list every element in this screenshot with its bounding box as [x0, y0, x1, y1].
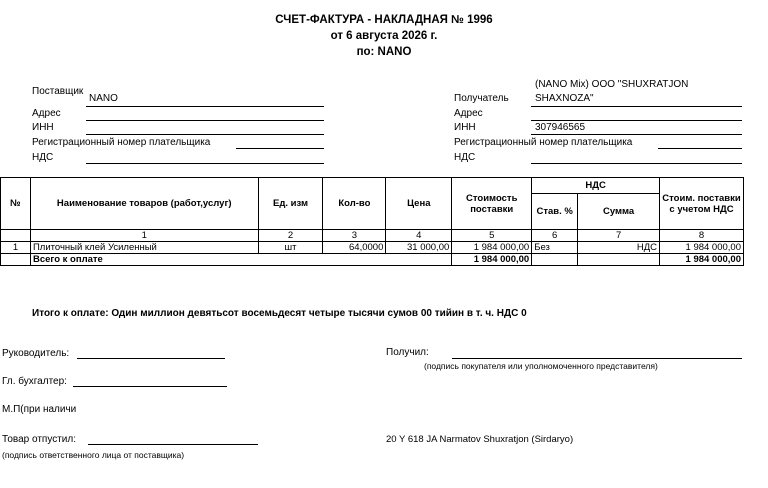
total-cost: 1 984 000,00 — [452, 254, 532, 266]
colnum-6: 6 — [532, 230, 578, 242]
total-vat-sum-empty — [578, 254, 660, 266]
row-qty: 64,0000 — [323, 242, 386, 254]
colnum-5: 5 — [452, 230, 532, 242]
director-label: Руководитель: — [2, 348, 70, 359]
header-unit: Ед. изм — [258, 178, 323, 230]
table-row — [1, 242, 744, 254]
total-label: Всего к оплате — [30, 254, 451, 266]
colnum-empty — [1, 230, 31, 242]
stamp-label: М.П(при наличи — [2, 404, 77, 415]
row-name: Плиточный клей Усиленный — [30, 242, 258, 254]
total-row — [1, 254, 744, 266]
recipient-name-line1: (NANO Mix) ООО "SHUXRATJON — [535, 79, 689, 90]
recipient-inn-line — [531, 134, 742, 135]
recipient-reg-label: Регистрационный номер плательщика — [454, 137, 633, 148]
header-vat: НДС — [532, 178, 660, 194]
row-vat-sum: НДС — [578, 242, 660, 254]
document-date: от 6 августа 2026 г. — [330, 30, 438, 42]
supplier-vat-line — [86, 163, 324, 164]
supplier-inn-label: ИНН — [32, 122, 54, 133]
received-by: 20 Y 618 JA Narmatov Shuxratjon (Sirdaryo) — [386, 434, 574, 445]
supplier-name-line — [86, 106, 324, 107]
recipient-address-line — [531, 120, 742, 121]
recipient-name-line2: SHAXNOZA" — [535, 93, 594, 104]
total-sum: 1 984 000,00 — [660, 254, 744, 266]
released-label: Товар отпустил: — [2, 434, 76, 445]
invoice-table — [0, 177, 744, 266]
row-vat-rate: Без — [532, 242, 578, 254]
header-cost: Стоимость поставки — [452, 178, 532, 230]
colnum-3: 3 — [323, 230, 386, 242]
supplier-inn-line — [86, 134, 324, 135]
header-price: Цена — [386, 178, 452, 230]
recipient-inn-label: ИНН — [454, 122, 476, 133]
supplier-address-line — [86, 120, 324, 121]
row-price: 31 000,00 — [386, 242, 452, 254]
supplier-name: NANO — [89, 93, 118, 104]
row-total: 1 984 000,00 — [660, 242, 744, 254]
document-basis: по: NANO — [356, 46, 412, 58]
supplier-vat-label: НДС — [32, 152, 54, 163]
colnum-4: 4 — [386, 230, 452, 242]
accountant-label: Гл. бухгалтер: — [2, 376, 67, 387]
header-no: № — [1, 178, 31, 230]
header-vat-sum: Сумма — [578, 194, 660, 230]
accountant-signature-line — [73, 386, 227, 387]
released-signature-line — [88, 444, 258, 445]
row-no: 1 — [1, 242, 31, 254]
received-signature-line — [452, 358, 742, 359]
header-total: Стоим. поставки с учетом НДС — [660, 178, 744, 230]
recipient-name-line — [531, 106, 742, 107]
document-title: СЧЕТ-ФАКТУРА - НАКЛАДНАЯ № 1996 — [275, 14, 493, 26]
total-row-empty — [1, 254, 31, 266]
received-label: Получил: — [386, 347, 429, 358]
supplier-label: Поставщик — [32, 86, 84, 97]
header-qty: Кол-во — [323, 178, 386, 230]
header-vat-rate: Став. % — [532, 194, 578, 230]
row-cost: 1 984 000,00 — [452, 242, 532, 254]
recipient-address-label: Адрес — [454, 108, 483, 119]
recipient-inn-value: 307946565 — [535, 122, 586, 133]
received-note: (подпись покупателя или уполномоченного представителя) — [424, 361, 658, 371]
colnum-7: 7 — [578, 230, 660, 242]
director-signature-line — [77, 358, 225, 359]
summary-text: Итого к оплате: Один миллион девятьсот восемьдесят четыре тысячи сумов 00 тийин в т. ч. НДС 0 — [32, 308, 527, 319]
supplier-address-label: Адрес — [32, 108, 61, 119]
total-vat-rate-empty — [532, 254, 578, 266]
recipient-vat-line — [531, 163, 742, 164]
recipient-vat-label: НДС — [454, 152, 476, 163]
recipient-label: Получатель — [454, 93, 509, 104]
recipient-reg-line — [658, 148, 742, 149]
row-unit: шт — [258, 242, 323, 254]
colnum-2: 2 — [258, 230, 323, 242]
colnum-8: 8 — [660, 230, 744, 242]
released-note: (подпись ответственного лица от поставщика) — [2, 450, 185, 460]
supplier-reg-label: Регистрационный номер плательщика — [32, 137, 211, 148]
supplier-reg-line — [236, 148, 324, 149]
header-name: Наименование товаров (работ,услуг) — [30, 178, 258, 230]
colnum-1: 1 — [30, 230, 258, 242]
